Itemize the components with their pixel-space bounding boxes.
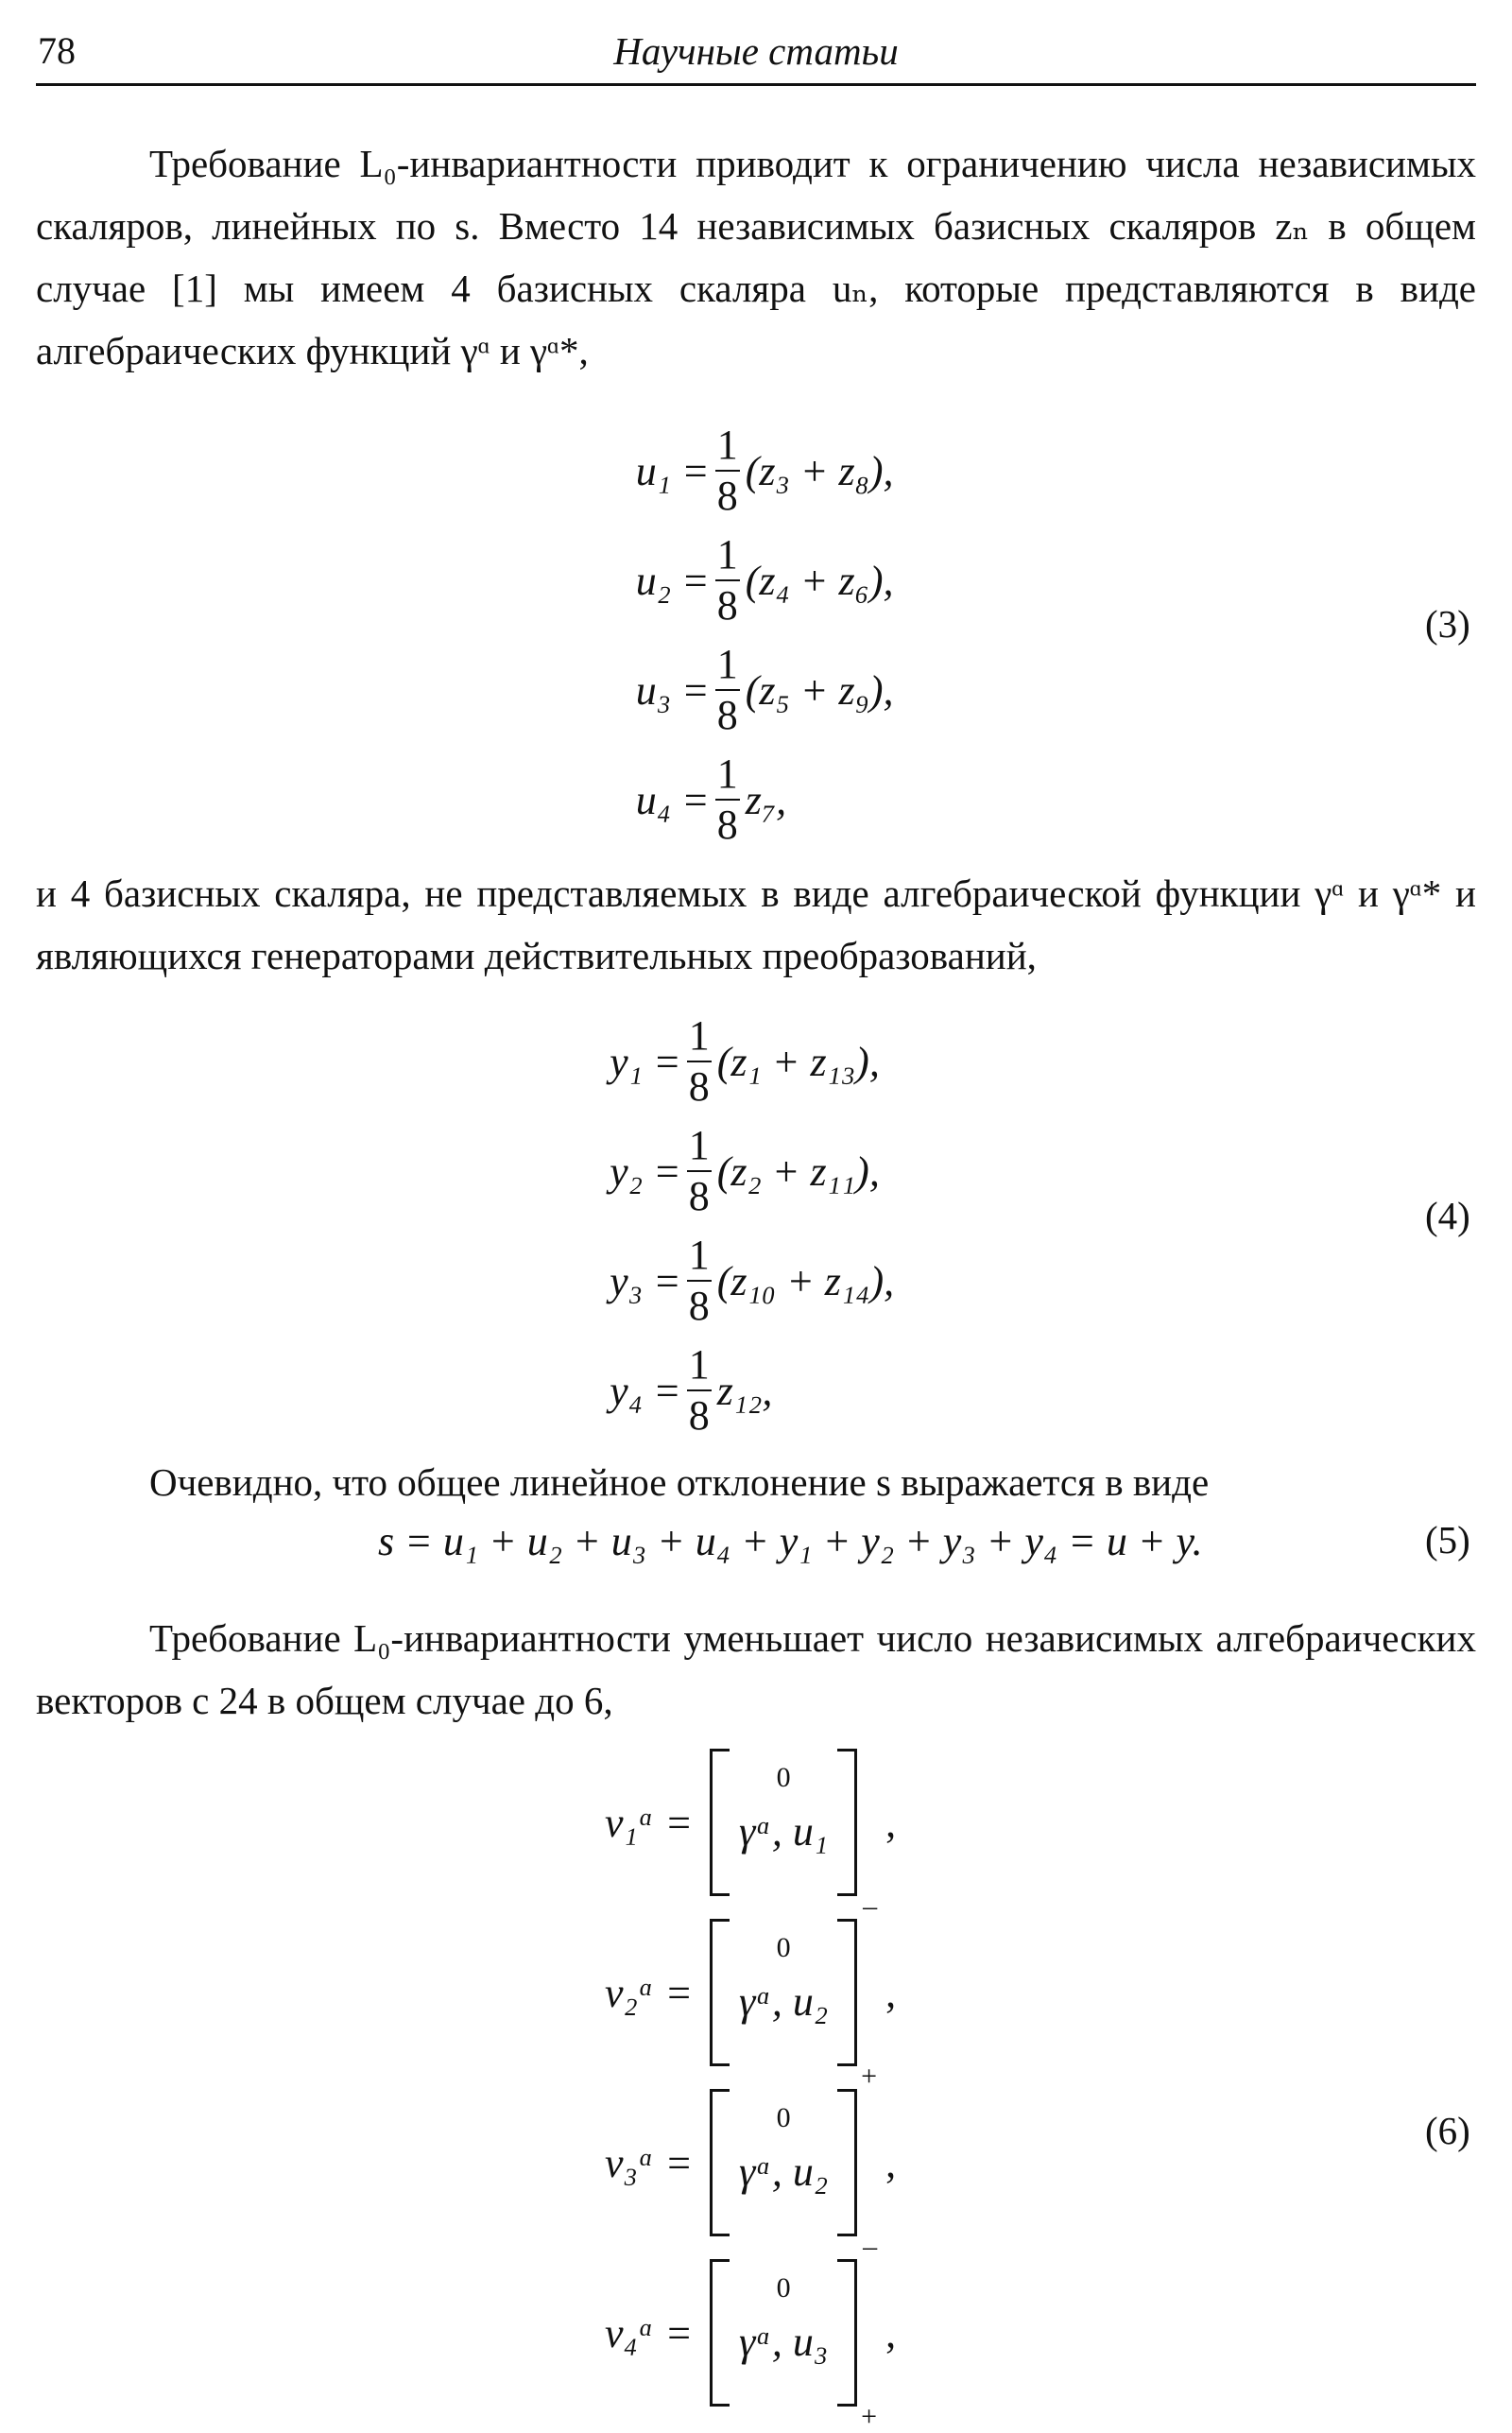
- page-number: 78: [38, 29, 76, 72]
- vec-tail: ,: [885, 2309, 897, 2356]
- fraction: $\frac{1}{8}$: [716, 422, 738, 519]
- square-bracket: [710, 1919, 878, 2092]
- eq-lhs: u₁: [635, 447, 671, 494]
- equation-number-4: (4): [1425, 1194, 1470, 1237]
- bracket-sign: +: [861, 2401, 878, 2432]
- fraction: $\frac{1}{8}$: [716, 641, 738, 738]
- square-bracket: [710, 2089, 878, 2262]
- eq-rhs: z₇,: [745, 776, 787, 823]
- bracket-top: 0: [776, 2272, 791, 2304]
- running-title: Научные статьи: [613, 29, 899, 73]
- equation-row: u₄ = $\frac{1}{8}$ z₇,: [586, 745, 1153, 854]
- paragraph-3: Очевидно, что общее линейное отклонение s выражается в виде: [149, 1460, 1210, 1504]
- vector-row: [605, 2078, 1134, 2262]
- bracket-content: γᵅ, u₃: [738, 2319, 829, 2365]
- equation-4: [558, 1007, 1172, 1445]
- fraction: $\frac{1}{8}$: [688, 1122, 710, 1219]
- bracket-top: 0: [776, 1762, 791, 1793]
- eq-rhs: (z₅ + z₉),: [745, 666, 894, 714]
- eq-lhs: u₃: [635, 666, 671, 714]
- equation-row: u₁ = $\frac{1}{8}$ (z₃ + z₈),: [586, 416, 1153, 526]
- equation-6: [605, 1737, 1134, 2432]
- eq-lhs: y₃: [610, 1257, 643, 1304]
- eq-rhs: (z₁₀ + z₁₄),: [716, 1257, 895, 1304]
- vec-tail: ,: [885, 1969, 897, 2016]
- eq-lhs: y₄: [610, 1367, 643, 1414]
- bracket-top: 0: [776, 1932, 791, 1963]
- header-divider: [36, 83, 1476, 86]
- eq-rhs: (z₃ + z₈),: [745, 447, 894, 494]
- square-bracket: [710, 2259, 878, 2432]
- bracket-sign: +: [861, 2061, 878, 2092]
- equation-row: u₂ = $\frac{1}{8}$ (z₄ + z₆),: [586, 526, 1153, 635]
- eq-lhs: y₁: [610, 1038, 643, 1085]
- square-bracket: [710, 1749, 878, 1922]
- vec-tail: ,: [885, 1799, 897, 1846]
- eq-rhs: z₁₂,: [716, 1367, 773, 1414]
- bracket-content: γᵅ, u₂: [738, 2148, 829, 2195]
- equation-row: u₃ = $\frac{1}{8}$ (z₅ + z₉),: [586, 635, 1153, 745]
- fraction: $\frac{1}{8}$: [688, 1012, 710, 1110]
- vec-lhs: ν₂ᵅ =: [605, 1969, 694, 2016]
- equation-5: s = u₁ + u₂ + u₃ + u₄ + y₁ + y₂ + y₃ + y₄ = u + y.: [378, 1518, 1203, 1564]
- equation-row: y₄ = $\frac{1}{8}$ z₁₂,: [558, 1336, 1172, 1445]
- vec-lhs: ν₃ᵅ =: [605, 2139, 694, 2186]
- paragraph-4: Требование L₀-инвариантности уменьшает число независимых алгебраических векторов с 24 в общем случае до 6,: [36, 1616, 1476, 1722]
- vector-row: [605, 1737, 1134, 1922]
- fraction: $\frac{1}{8}$: [688, 1232, 710, 1329]
- vec-lhs: ν₄ᵅ =: [605, 2309, 694, 2356]
- fraction: $\frac{1}{8}$: [688, 1341, 710, 1439]
- equation-row: y₂ = $\frac{1}{8}$ (z₂ + z₁₁),: [558, 1116, 1172, 1226]
- eq-rhs: (z₄ + z₆),: [745, 557, 894, 604]
- eq-rhs: (z₁ + z₁₃),: [716, 1038, 880, 1085]
- fraction: $\frac{1}{8}$: [716, 751, 738, 848]
- bracket-sign: –: [863, 2231, 878, 2262]
- bracket-sign: –: [863, 1890, 878, 1922]
- equation-3: [586, 416, 1153, 854]
- bracket-top: 0: [776, 2102, 791, 2133]
- vector-row: [605, 2248, 1134, 2432]
- equation-number-6: (6): [1425, 2109, 1470, 2152]
- equation-row: y₃ = $\frac{1}{8}$ (z₁₀ + z₁₄),: [558, 1226, 1172, 1336]
- eq-rhs: (z₂ + z₁₁),: [716, 1147, 880, 1195]
- eq-lhs: u₂: [635, 557, 671, 604]
- equation-row: y₁ = $\frac{1}{8}$ (z₁ + z₁₃),: [558, 1007, 1172, 1116]
- equation-number-5: (5): [1425, 1518, 1470, 1562]
- eq-lhs: y₂: [610, 1147, 643, 1195]
- eq-lhs: u₄: [635, 776, 671, 823]
- paragraph-2: и 4 базисных скаляра, не представляемых в виде алгебраической функции γᵅ и γᵅ* и являющихся генераторами действительных преобразований,: [36, 871, 1476, 977]
- vector-row: [605, 1907, 1134, 2092]
- bracket-content: γᵅ, u₂: [738, 1978, 829, 2025]
- vec-lhs: ν₁ᵅ =: [605, 1799, 694, 1846]
- paragraph-1: Требование L₀-инвариантности приводит к ограничению числа независимых скаляров, линейных по s. Вместо 14 независимых базисных скаляров zₙ в общем случае [1] мы имеем 4 базисных скаляра uₙ, которые представляются в виде алгебраических функций γᵅ и γᵅ*,: [36, 142, 1476, 372]
- fraction: $\frac{1}{8}$: [716, 531, 738, 629]
- bracket-content: γᵅ, u₁: [738, 1808, 829, 1855]
- vec-tail: ,: [885, 2139, 897, 2186]
- equation-number-3: (3): [1425, 602, 1470, 646]
